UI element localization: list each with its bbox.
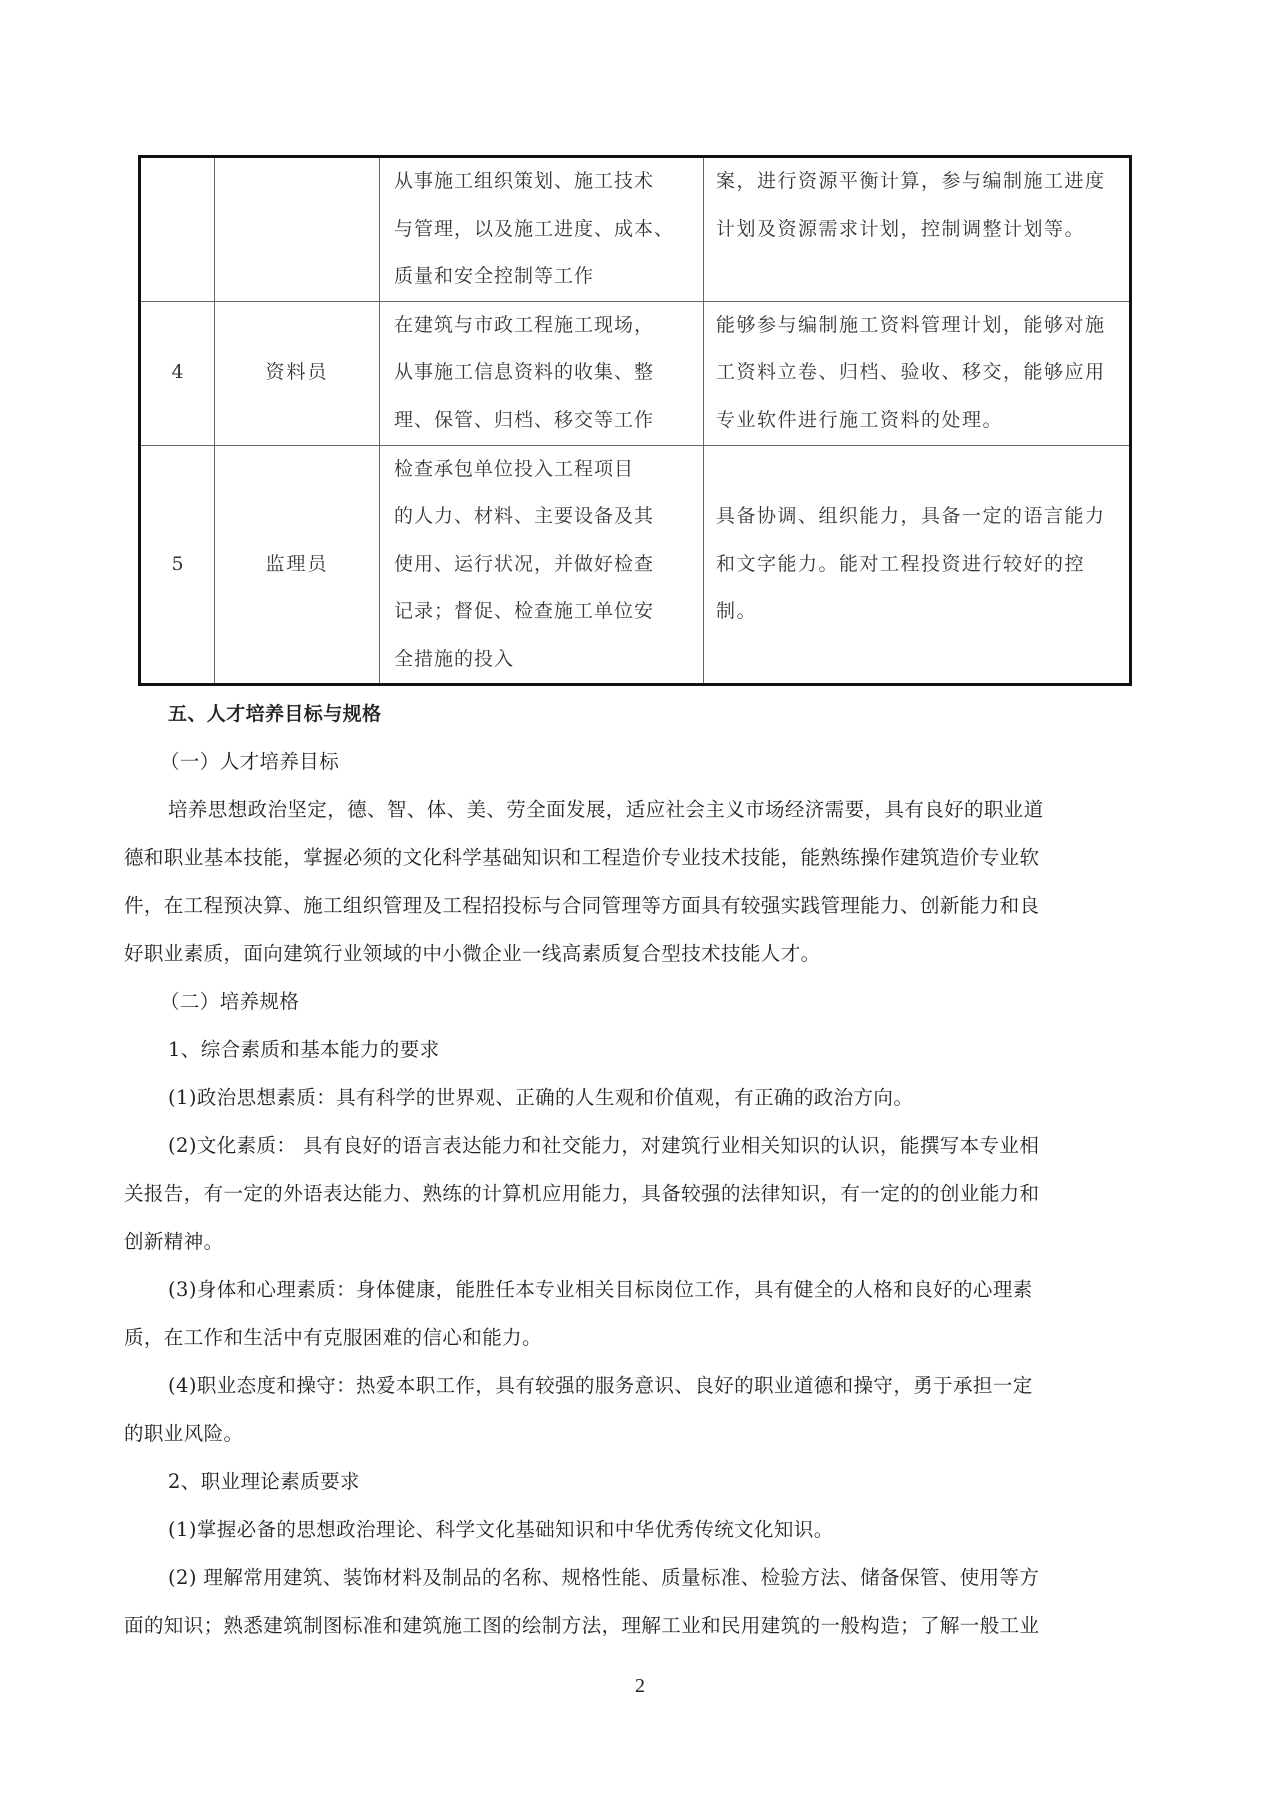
job-positions-table	[138, 155, 1132, 686]
desc-line: 与管理，以及施工进度、成本、	[394, 217, 675, 240]
desc-line: 记录；督促、检查施工单位安	[394, 600, 655, 622]
paragraph-line: (4)职业态度和操守：热爱本职工作，具有较强的服务意识、良好的职业道德和操守，勇于承担一定	[168, 1374, 1033, 1397]
position-requirements	[704, 445, 1131, 685]
paragraph-line: 好职业素质，面向建筑行业领域的中小微企业一线高素质复合型技术技能人才。	[124, 942, 821, 965]
position-description	[380, 445, 704, 685]
subsection-heading-spec: （二）培养规格	[160, 990, 300, 1013]
position-description	[380, 301, 704, 445]
req-line: 制。	[716, 600, 758, 622]
req-line: 具备协调、组织能力，具备一定的语言能力	[716, 505, 1106, 527]
table-row	[140, 157, 1131, 302]
paragraph-line: 关报告，有一定的外语表达能力、熟练的计算机应用能力，具备较强的法律知识，有一定的的创业能力和	[124, 1182, 1040, 1205]
paragraph-line: (2) 理解常用建筑、装饰材料及制品的名称、规格性能、质量标准、检验方法、储备保管、使用等方	[168, 1566, 1040, 1589]
table-row	[140, 445, 1131, 685]
paragraph-line: (1)掌握必备的思想政治理论、科学文化基础知识和中华优秀传统文化知识。	[168, 1518, 834, 1541]
row-number: 4	[140, 301, 215, 445]
position-description	[380, 157, 704, 302]
page-number: 2	[635, 1675, 645, 1697]
paragraph-line: 的职业风险。	[124, 1422, 244, 1445]
paragraph-line: 培养思想政治坚定，德、智、体、美、劳全面发展，适应社会主义市场经济需要，具有良好的职业道	[168, 798, 1044, 821]
desc-line: 从事施工信息资料的收集、整	[394, 361, 655, 384]
req-line: 计划及资源需求计划，控制调整计划等。	[716, 217, 1086, 240]
paragraph-line: (2)文化素质： 具有良好的语言表达能力和社交能力，对建筑行业相关知识的认识，能撰写本专业相	[168, 1134, 1040, 1157]
desc-line: 从事施工组织策划、施工技术	[394, 170, 655, 192]
desc-line: 使用、运行状况，并做好检查	[394, 552, 655, 575]
row-number: 5	[140, 445, 215, 685]
paragraph-line: 创新精神。	[124, 1230, 224, 1253]
position-title: 资料员	[215, 301, 380, 445]
req-line: 案，进行资源平衡计算，参与编制施工进度	[716, 170, 1106, 192]
item-title: 1、综合素质和基本能力的要求	[168, 1038, 440, 1061]
section-heading: 五、人才培养目标与规格	[168, 703, 382, 725]
req-line: 和文字能力。能对工程投资进行较好的控	[716, 552, 1086, 575]
paragraph-line: 质，在工作和生活中有克服困难的信心和能力。	[124, 1326, 542, 1349]
position-requirements	[704, 301, 1131, 445]
section-body	[124, 690, 1134, 1650]
position-title: 监理员	[215, 445, 380, 685]
desc-line: 在建筑与市政工程施工现场，	[394, 313, 655, 336]
desc-line: 的人力、材料、主要设备及其	[394, 505, 655, 527]
req-line: 专业软件进行施工资料的处理。	[716, 408, 1004, 431]
paragraph-line: 面的知识；熟悉建筑制图标准和建筑施工图的绘制方法，理解工业和民用建筑的一般构造；了解一般工业	[124, 1614, 1040, 1637]
desc-line: 检查承包单位投入工程项目	[394, 457, 635, 480]
row-number	[140, 157, 215, 302]
table-row	[140, 301, 1131, 445]
subsection-heading-goal: （一）人才培养目标	[160, 750, 340, 773]
position-title	[215, 157, 380, 302]
paragraph-line: (1)政治思想素质：具有科学的世界观、正确的人生观和价值观，有正确的政治方向。	[168, 1086, 914, 1109]
paragraph-line: (3)身体和心理素质：身体健康，能胜任本专业相关目标岗位工作，具有健全的人格和良好的心理素	[168, 1278, 1033, 1301]
desc-line: 理、保管、归档、移交等工作	[394, 408, 655, 431]
paragraph-line: 件，在工程预决算、施工组织管理及工程招投标与合同管理等方面具有较强实践管理能力、创新能力和良	[124, 894, 1040, 917]
position-requirements	[704, 157, 1131, 302]
req-line: 工资料立卷、归档、验收、移交，能够应用	[716, 361, 1106, 384]
desc-line: 质量和安全控制等工作	[394, 265, 595, 287]
paragraph-line: 德和职业基本技能，掌握必须的文化科学基础知识和工程造价专业技术技能，能熟练操作建筑造价专业软	[124, 846, 1040, 869]
desc-line: 全措施的投入	[394, 647, 515, 670]
goal-paragraph	[124, 786, 1134, 978]
item-title: 2、职业理论素质要求	[168, 1470, 360, 1493]
req-line: 能够参与编制施工资料管理计划，能够对施	[716, 313, 1106, 336]
